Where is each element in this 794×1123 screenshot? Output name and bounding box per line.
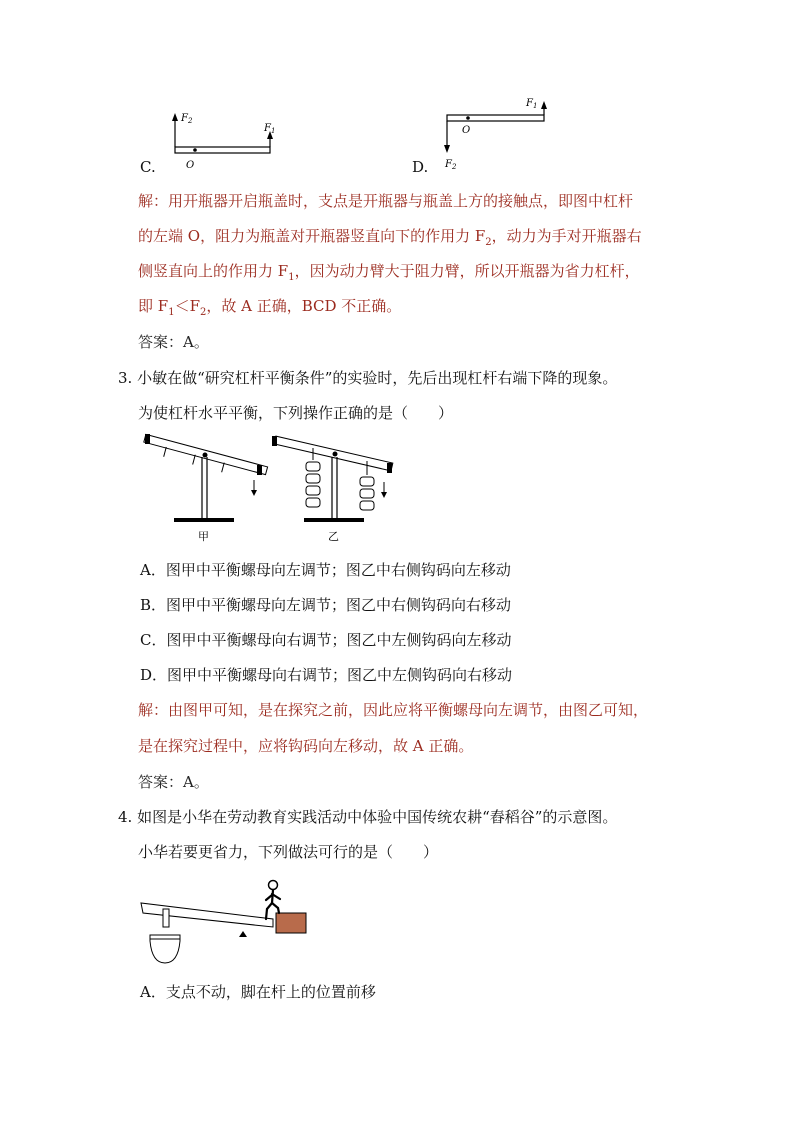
q4-option-a[interactable]: A．支点不动，脚在杆上的位置前移 xyxy=(140,983,376,1001)
figure-label-yi: 乙 xyxy=(328,530,339,543)
arrowhead-f2 xyxy=(172,113,178,121)
down-arrow-icon xyxy=(251,490,257,496)
label-f1: $F_1$ xyxy=(526,98,538,110)
label-o: O xyxy=(186,160,195,171)
figure-label-jia: 甲 xyxy=(198,530,209,543)
pivot-point xyxy=(466,116,470,120)
arrowhead-f2 xyxy=(444,145,450,153)
label-f2: $F_2$ xyxy=(445,159,457,171)
fulcrum xyxy=(239,931,247,937)
lever-experiment-figure xyxy=(138,430,403,545)
label-o: O xyxy=(462,125,471,136)
option-d-label: D. xyxy=(412,158,429,176)
lever-diagram-c xyxy=(165,108,285,174)
pivot xyxy=(203,453,208,458)
q2-solution-line-3: 侧竖直向上的作用力 $F_1$，因为动力臂大于阻力臂，所以开瓶器为省力杠杆， xyxy=(138,262,640,283)
lever-bar xyxy=(447,115,544,121)
q2-solution-line-4: 即 $F_1<F_2$，故 A 正确，BCD 不正确。 xyxy=(138,297,402,318)
q3-option-a[interactable]: A．图甲中平衡螺母向左调节；图乙中右侧钩码向左移动 xyxy=(140,561,511,579)
q3-option-d[interactable]: D．图甲中平衡螺母向右调节；图乙中左侧钩码向右移动 xyxy=(140,666,513,684)
q4-stem-line-1: 4. 如图是小华在劳动教育实践活动中体验中国传统农耕“舂稻谷”的示意图。 xyxy=(118,808,618,826)
q3-stem-line-2: 为使杠杆水平平衡，下列操作正确的是（ ） xyxy=(138,404,454,422)
figure-jia xyxy=(144,434,268,543)
q4-stem-line-2: 小华若要更省力，下列做法可行的是（ ） xyxy=(138,843,439,861)
q3-solution-line-1: 解：由图甲可知，是在探究之前，因此应将平衡螺母向左调节，由图乙可知， xyxy=(138,701,649,719)
q3-option-b[interactable]: B．图甲中平衡螺母向左调节；图乙中右侧钩码向右移动 xyxy=(140,596,512,614)
q2-solution-line-1: 解：用开瓶器开启瓶盖时，支点是开瓶器与瓶盖上方的接触点，即图中杠杆 xyxy=(138,192,634,210)
hook-weights-left xyxy=(306,462,320,507)
figure-yi xyxy=(272,436,393,543)
lever-diagram-d xyxy=(440,95,550,173)
q3-option-c[interactable]: C．图甲中平衡螺母向右调节；图乙中左侧钩码向左移动 xyxy=(140,631,512,649)
q3-answer: 答案：A。 xyxy=(138,773,209,791)
stand-base xyxy=(174,518,234,522)
brown-box xyxy=(276,913,306,933)
label-f2: $F_2$ xyxy=(181,113,193,125)
hook-weights-right xyxy=(360,477,374,510)
q2-solution-line-2: 的左端 O，阻力为瓶盖对开瓶器竖直向下的作用力 $F_2$，动力为手对开瓶器右 xyxy=(138,227,642,248)
option-c-label: C. xyxy=(140,158,156,176)
balance-nut-right xyxy=(257,465,262,475)
q3-solution-line-2: 是在探究过程中，应将钩码向左移动，故 A 正确。 xyxy=(138,737,474,755)
balance-nut-left xyxy=(145,434,150,444)
arrowhead-f1 xyxy=(541,101,547,109)
label-f1: $F_1$ xyxy=(264,123,276,135)
q3-stem-line-1: 3. 小敏在做“研究杠杆平衡条件”的实验时，先后出现杠杆右端下降的现象。 xyxy=(118,369,618,387)
pivot-point xyxy=(193,148,197,152)
down-arrow-icon xyxy=(381,492,387,498)
rice-pounding-figure xyxy=(138,875,338,970)
pounding-beam xyxy=(141,903,273,927)
q2-answer: 答案：A。 xyxy=(138,333,209,351)
lever-bar xyxy=(175,147,270,153)
